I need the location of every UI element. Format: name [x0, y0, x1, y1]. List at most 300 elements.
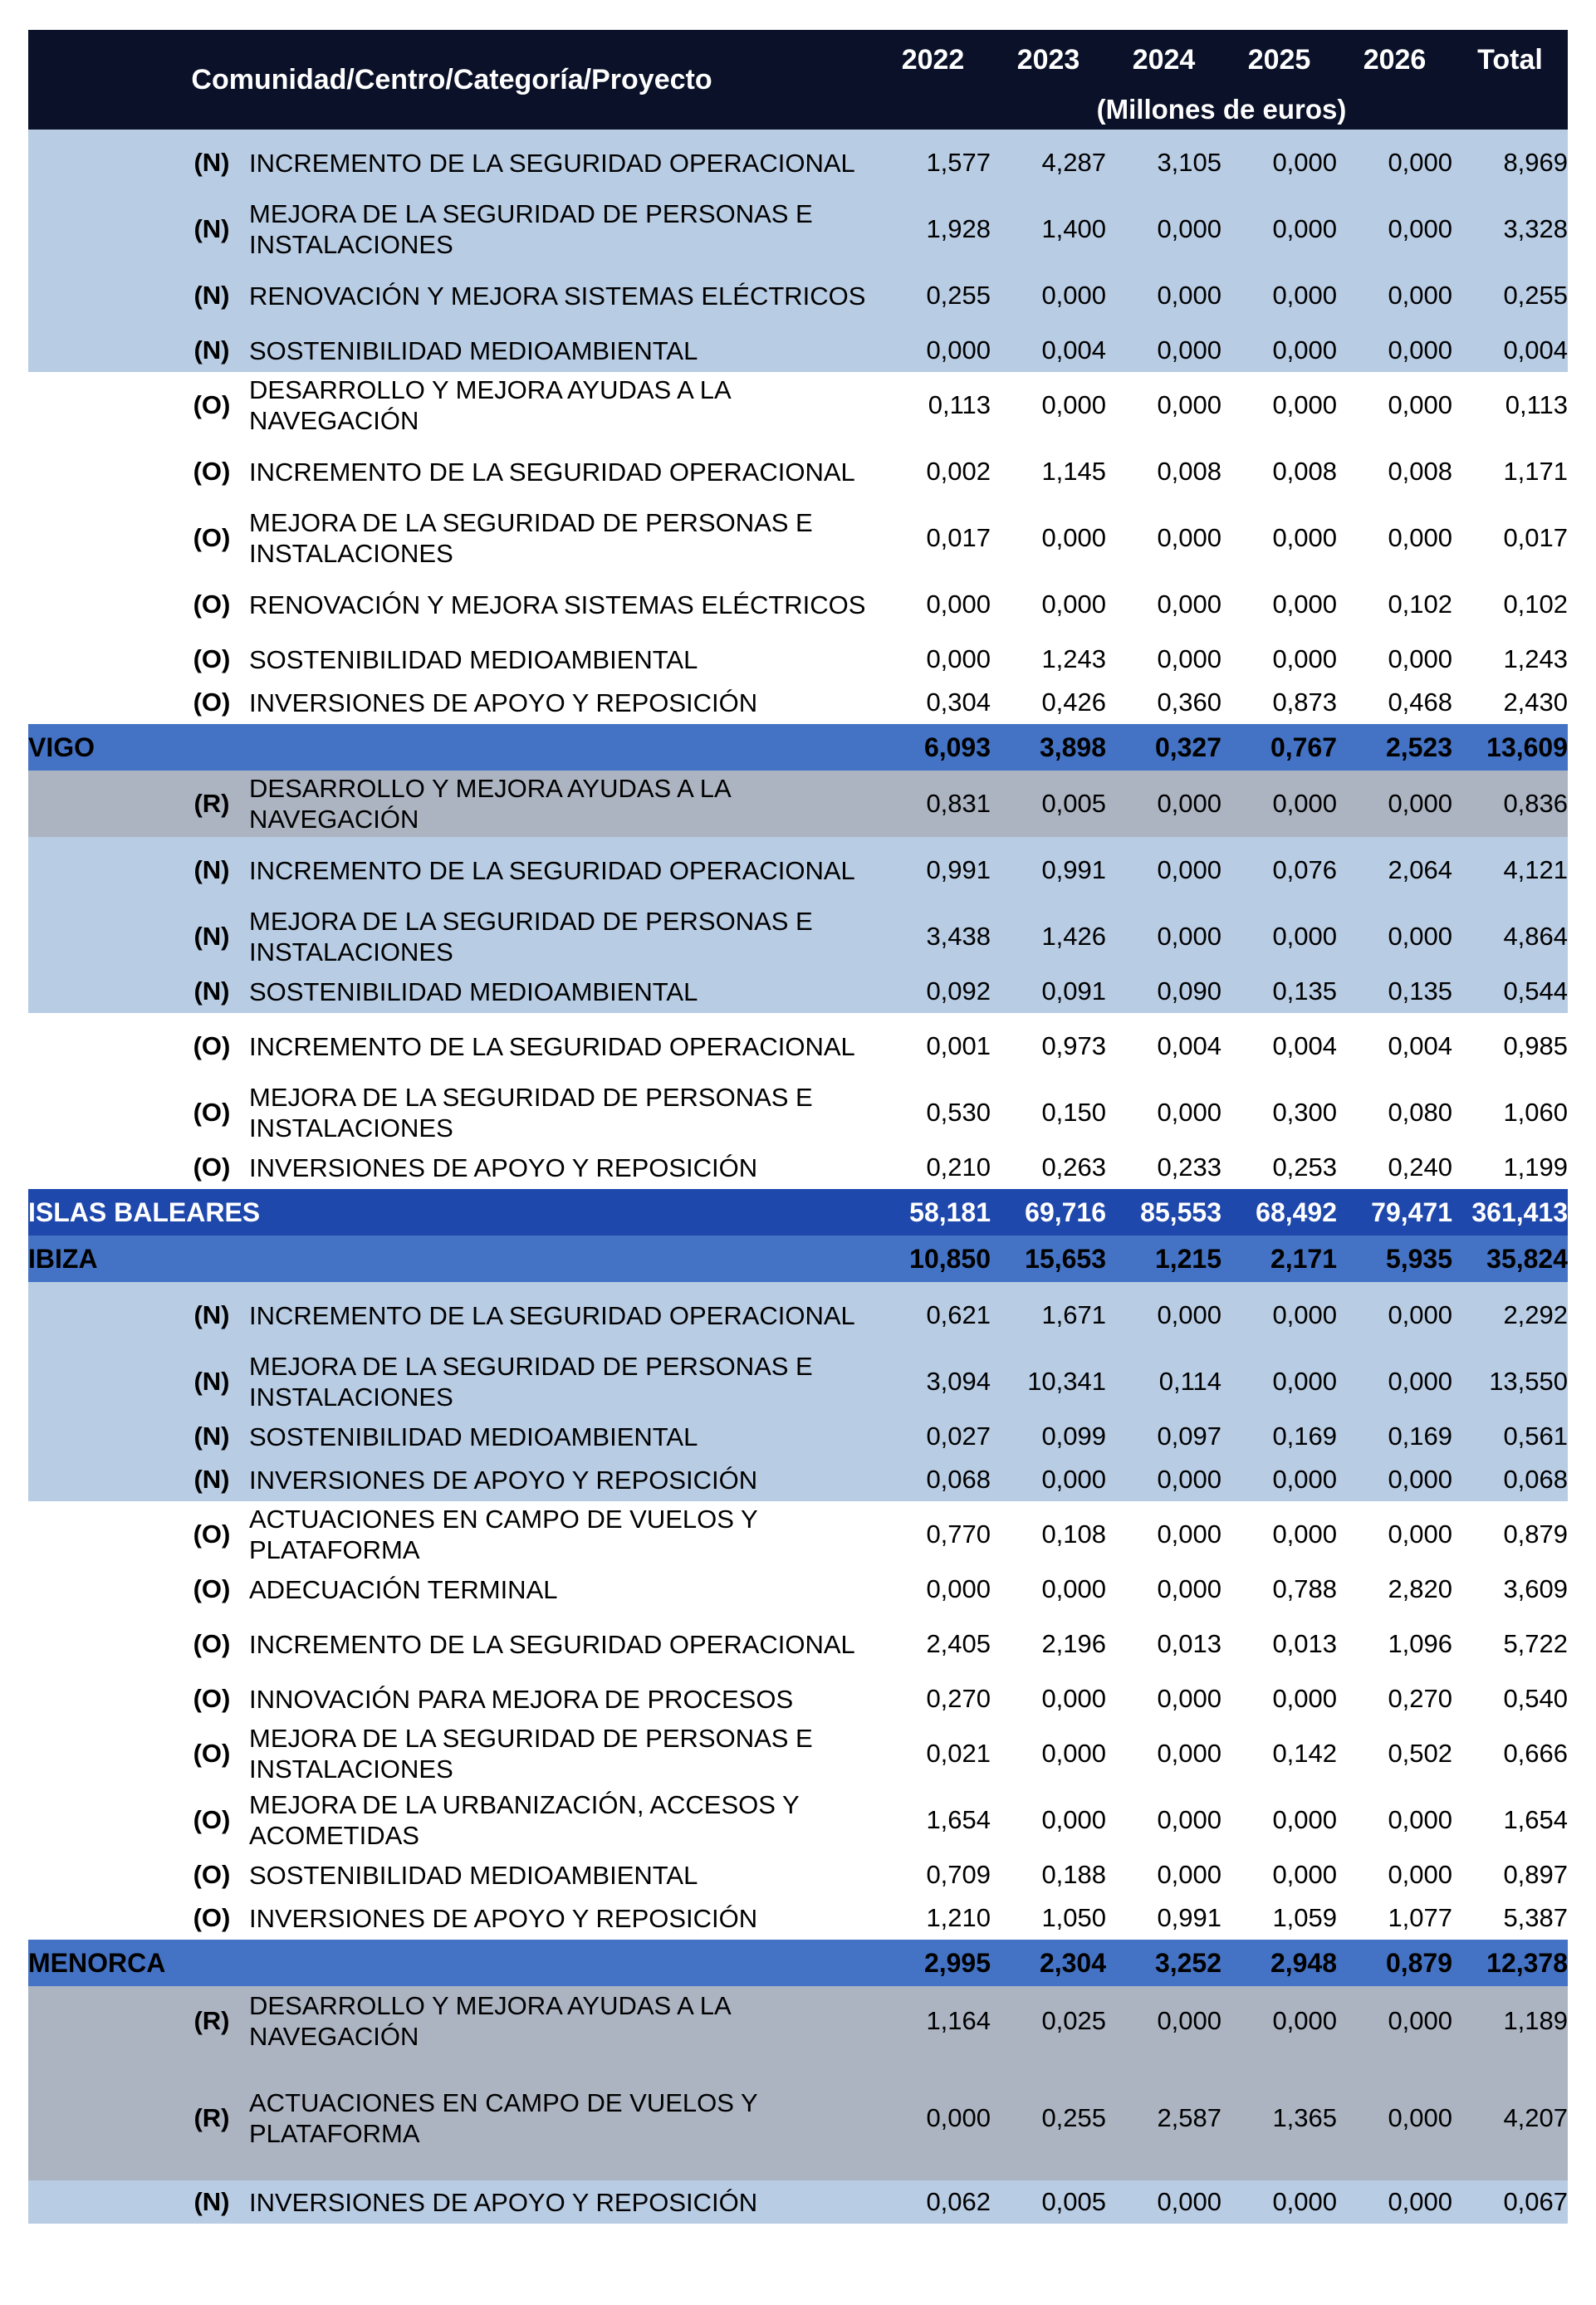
- row-indent: [28, 372, 174, 438]
- value-total: 3,609: [1452, 1568, 1568, 1611]
- value-2026: 0,000: [1337, 505, 1452, 571]
- value-2024: 0,327: [1106, 724, 1221, 771]
- value-total: 1,060: [1452, 1079, 1568, 1146]
- row-indent: [28, 1720, 174, 1787]
- header-year-2025: 2025: [1221, 30, 1337, 90]
- value-2024: 0,004: [1106, 1013, 1221, 1079]
- value-2025: 0,000: [1221, 262, 1337, 329]
- value-2026: 1,096: [1337, 1611, 1452, 1677]
- center-row: [28, 1940, 1568, 1986]
- value-2024: 0,000: [1106, 1282, 1221, 1348]
- project-description: RENOVACIÓN Y MEJORA SISTEMAS ELÉCTRICOS: [249, 262, 875, 329]
- value-2022: 0,770: [875, 1501, 991, 1568]
- project-description: INVERSIONES DE APOYO Y REPOSICIÓN: [249, 1896, 875, 1940]
- value-2023: 0,188: [991, 1853, 1106, 1896]
- value-2022: 0,000: [875, 2056, 991, 2180]
- table-row: [28, 1677, 1568, 1720]
- table-row: [28, 1282, 1568, 1348]
- value-2023: 0,991: [991, 837, 1106, 903]
- value-2024: 0,000: [1106, 1720, 1221, 1787]
- header-year-2022: 2022: [875, 30, 991, 90]
- value-2024: 0,000: [1106, 329, 1221, 372]
- value-2023: 0,099: [991, 1415, 1106, 1458]
- category-code: (O): [174, 1720, 249, 1787]
- project-description: INCREMENTO DE LA SEGURIDAD OPERACIONAL: [249, 1013, 875, 1079]
- value-2024: 0,000: [1106, 638, 1221, 681]
- category-code: (N): [174, 329, 249, 372]
- value-2025: 0,000: [1221, 638, 1337, 681]
- row-indent: [28, 130, 174, 196]
- value-2025: 0,000: [1221, 1787, 1337, 1853]
- value-2025: 2,948: [1221, 1940, 1337, 1986]
- row-indent: [28, 1568, 174, 1611]
- value-2023: 0,255: [991, 2056, 1106, 2180]
- value-2025: 1,365: [1221, 2056, 1337, 2180]
- value-2022: 0,092: [875, 970, 991, 1013]
- value-2023: 3,898: [991, 724, 1106, 771]
- value-2026: 0,000: [1337, 1458, 1452, 1501]
- project-description: INCREMENTO DE LA SEGURIDAD OPERACIONAL: [249, 1611, 875, 1677]
- project-description: ADECUACIÓN TERMINAL: [249, 1568, 875, 1611]
- value-2025: 0,788: [1221, 1568, 1337, 1611]
- value-2022: 0,621: [875, 1282, 991, 1348]
- category-code: (R): [174, 771, 249, 837]
- value-total: 12,378: [1452, 1940, 1568, 1986]
- row-indent: [28, 1282, 174, 1348]
- table-row: [28, 1787, 1568, 1853]
- value-2024: 0,000: [1106, 837, 1221, 903]
- category-code: (O): [174, 505, 249, 571]
- value-2026: 0,008: [1337, 438, 1452, 505]
- center-name: MENORCA: [28, 1940, 875, 1986]
- row-indent: [28, 1348, 174, 1415]
- table-row: [28, 1458, 1568, 1501]
- table-row: [28, 1611, 1568, 1677]
- value-2024: 0,000: [1106, 505, 1221, 571]
- value-2024: 0,000: [1106, 1458, 1221, 1501]
- value-2025: 0,000: [1221, 571, 1337, 638]
- row-indent: [28, 196, 174, 262]
- value-2022: 3,438: [875, 903, 991, 970]
- row-indent: [28, 1853, 174, 1896]
- value-2024: 0,000: [1106, 262, 1221, 329]
- project-description: INNOVACIÓN PARA MEJORA DE PROCESOS: [249, 1677, 875, 1720]
- value-total: 1,189: [1452, 1986, 1568, 2056]
- value-2025: 0,000: [1221, 1853, 1337, 1896]
- value-2026: 0,000: [1337, 262, 1452, 329]
- project-description: MEJORA DE LA URBANIZACIÓN, ACCESOS Y ACOMETIDAS: [249, 1787, 875, 1853]
- row-indent: [28, 771, 174, 837]
- header-total: Total: [1452, 30, 1568, 90]
- value-2023: 1,671: [991, 1282, 1106, 1348]
- table-row: [28, 329, 1568, 372]
- table-body: [28, 130, 1568, 2224]
- value-2022: 2,405: [875, 1611, 991, 1677]
- table-row: [28, 1720, 1568, 1787]
- row-indent: [28, 837, 174, 903]
- category-code: (O): [174, 1896, 249, 1940]
- value-2022: 0,062: [875, 2180, 991, 2224]
- value-2023: 1,426: [991, 903, 1106, 970]
- value-2025: 0,000: [1221, 771, 1337, 837]
- project-description: ACTUACIONES EN CAMPO DE VUELOS Y PLATAFORMA: [249, 2056, 875, 2180]
- row-indent: [28, 1787, 174, 1853]
- value-2026: 0,000: [1337, 196, 1452, 262]
- value-2026: 0,502: [1337, 1720, 1452, 1787]
- value-2026: 0,000: [1337, 1501, 1452, 1568]
- header-label: Comunidad/Centro/Categoría/Proyecto: [28, 30, 875, 130]
- row-indent: [28, 1986, 174, 2056]
- value-total: 3,328: [1452, 196, 1568, 262]
- row-indent: [28, 903, 174, 970]
- value-total: 0,540: [1452, 1677, 1568, 1720]
- header-year-2024: 2024: [1106, 30, 1221, 90]
- value-total: 8,969: [1452, 130, 1568, 196]
- value-total: 0,544: [1452, 970, 1568, 1013]
- value-2023: 1,050: [991, 1896, 1106, 1940]
- value-2025: 0,000: [1221, 196, 1337, 262]
- value-2025: 0,000: [1221, 2180, 1337, 2224]
- header-unit: (Millones de euros): [875, 90, 1568, 130]
- value-2024: 2,587: [1106, 2056, 1221, 2180]
- project-description: INCREMENTO DE LA SEGURIDAD OPERACIONAL: [249, 837, 875, 903]
- value-2022: 0,530: [875, 1079, 991, 1146]
- project-description: SOSTENIBILIDAD MEDIOAMBIENTAL: [249, 638, 875, 681]
- value-2023: 4,287: [991, 130, 1106, 196]
- table-row: [28, 1896, 1568, 1940]
- project-description: ACTUACIONES EN CAMPO DE VUELOS Y PLATAFORMA: [249, 1501, 875, 1568]
- value-total: 1,171: [1452, 438, 1568, 505]
- value-2025: 0,000: [1221, 372, 1337, 438]
- category-code: (O): [174, 1501, 249, 1568]
- row-indent: [28, 1611, 174, 1677]
- table-header: [28, 30, 1568, 130]
- table-row: [28, 1415, 1568, 1458]
- project-description: SOSTENIBILIDAD MEDIOAMBIENTAL: [249, 1853, 875, 1896]
- value-2022: 58,181: [875, 1189, 991, 1236]
- value-2022: 1,164: [875, 1986, 991, 2056]
- project-description: SOSTENIBILIDAD MEDIOAMBIENTAL: [249, 970, 875, 1013]
- value-2023: 0,000: [991, 262, 1106, 329]
- table-row: [28, 970, 1568, 1013]
- project-description: INVERSIONES DE APOYO Y REPOSICIÓN: [249, 681, 875, 724]
- category-code: (O): [174, 1787, 249, 1853]
- header-year-2023: 2023: [991, 30, 1106, 90]
- value-2026: 1,077: [1337, 1896, 1452, 1940]
- value-total: 35,824: [1452, 1236, 1568, 1282]
- table-row: [28, 262, 1568, 329]
- value-2023: 0,004: [991, 329, 1106, 372]
- project-description: MEJORA DE LA SEGURIDAD DE PERSONAS E INSTALACIONES: [249, 1720, 875, 1787]
- project-description: DESARROLLO Y MEJORA AYUDAS A LA NAVEGACIÓN: [249, 372, 875, 438]
- value-2026: 2,523: [1337, 724, 1452, 771]
- value-total: 2,430: [1452, 681, 1568, 724]
- value-2026: 0,004: [1337, 1013, 1452, 1079]
- value-2022: 0,210: [875, 1146, 991, 1189]
- table-row: [28, 1079, 1568, 1146]
- value-2025: 0,000: [1221, 130, 1337, 196]
- value-2023: 69,716: [991, 1189, 1106, 1236]
- value-total: 13,550: [1452, 1348, 1568, 1415]
- value-2023: 0,000: [991, 372, 1106, 438]
- value-2024: 0,233: [1106, 1146, 1221, 1189]
- value-total: 13,609: [1452, 724, 1568, 771]
- community-name: ISLAS BALEARES: [28, 1189, 875, 1236]
- value-total: 0,897: [1452, 1853, 1568, 1896]
- project-description: RENOVACIÓN Y MEJORA SISTEMAS ELÉCTRICOS: [249, 571, 875, 638]
- value-2024: 0,000: [1106, 1986, 1221, 2056]
- value-2024: 0,000: [1106, 903, 1221, 970]
- value-2023: 15,653: [991, 1236, 1106, 1282]
- table-row: [28, 1986, 1568, 2056]
- value-2024: 0,000: [1106, 571, 1221, 638]
- value-2023: 10,341: [991, 1348, 1106, 1415]
- value-total: 4,121: [1452, 837, 1568, 903]
- value-2025: 0,873: [1221, 681, 1337, 724]
- value-2026: 0,468: [1337, 681, 1452, 724]
- value-2025: 0,008: [1221, 438, 1337, 505]
- value-2025: 0,253: [1221, 1146, 1337, 1189]
- value-2022: 1,654: [875, 1787, 991, 1853]
- value-2026: 0,240: [1337, 1146, 1452, 1189]
- project-description: INVERSIONES DE APOYO Y REPOSICIÓN: [249, 1146, 875, 1189]
- row-indent: [28, 1146, 174, 1189]
- value-total: 1,654: [1452, 1787, 1568, 1853]
- value-2023: 0,000: [991, 1458, 1106, 1501]
- project-description: MEJORA DE LA SEGURIDAD DE PERSONAS E INSTALACIONES: [249, 196, 875, 262]
- value-2022: 0,255: [875, 262, 991, 329]
- category-code: (O): [174, 372, 249, 438]
- value-2023: 0,091: [991, 970, 1106, 1013]
- project-description: MEJORA DE LA SEGURIDAD DE PERSONAS E INSTALACIONES: [249, 903, 875, 970]
- value-2024: 0,000: [1106, 1079, 1221, 1146]
- value-2023: 2,304: [991, 1940, 1106, 1986]
- project-description: MEJORA DE LA SEGURIDAD DE PERSONAS E INSTALACIONES: [249, 505, 875, 571]
- category-code: (O): [174, 438, 249, 505]
- category-code: (R): [174, 1986, 249, 2056]
- value-2026: 0,169: [1337, 1415, 1452, 1458]
- value-2025: 2,171: [1221, 1236, 1337, 1282]
- value-2026: 0,000: [1337, 1348, 1452, 1415]
- value-2023: 0,000: [991, 1677, 1106, 1720]
- value-2026: 79,471: [1337, 1189, 1452, 1236]
- value-total: 0,985: [1452, 1013, 1568, 1079]
- value-2025: 0,142: [1221, 1720, 1337, 1787]
- row-indent: [28, 638, 174, 681]
- table-row: [28, 130, 1568, 196]
- value-total: 0,068: [1452, 1458, 1568, 1501]
- value-2022: 0,000: [875, 571, 991, 638]
- value-2026: 0,000: [1337, 1986, 1452, 2056]
- category-code: (N): [174, 1348, 249, 1415]
- value-total: 0,113: [1452, 372, 1568, 438]
- value-2025: 0,135: [1221, 970, 1337, 1013]
- table-row: [28, 571, 1568, 638]
- table-row: [28, 681, 1568, 724]
- category-code: (N): [174, 2180, 249, 2224]
- table-row: [28, 1501, 1568, 1568]
- value-2024: 0,000: [1106, 1853, 1221, 1896]
- category-code: (N): [174, 262, 249, 329]
- value-2026: 2,064: [1337, 837, 1452, 903]
- table-row: [28, 638, 1568, 681]
- value-2024: 0,000: [1106, 1677, 1221, 1720]
- value-2024: 0,013: [1106, 1611, 1221, 1677]
- row-indent: [28, 262, 174, 329]
- value-2024: 3,252: [1106, 1940, 1221, 1986]
- table-row: [28, 1013, 1568, 1079]
- table-row: [28, 505, 1568, 571]
- value-total: 0,017: [1452, 505, 1568, 571]
- category-code: (O): [174, 681, 249, 724]
- value-2023: 0,108: [991, 1501, 1106, 1568]
- value-total: 4,207: [1452, 2056, 1568, 2180]
- value-2022: 0,027: [875, 1415, 991, 1458]
- value-2026: 0,000: [1337, 638, 1452, 681]
- value-2023: 0,000: [991, 1568, 1106, 1611]
- table-row: [28, 1348, 1568, 1415]
- center-name: IBIZA: [28, 1236, 875, 1282]
- project-description: SOSTENIBILIDAD MEDIOAMBIENTAL: [249, 329, 875, 372]
- category-code: (O): [174, 1568, 249, 1611]
- category-code: (O): [174, 1013, 249, 1079]
- value-total: 5,387: [1452, 1896, 1568, 1940]
- category-code: (N): [174, 1458, 249, 1501]
- value-2025: 0,076: [1221, 837, 1337, 903]
- value-2024: 0,000: [1106, 771, 1221, 837]
- value-total: 0,067: [1452, 2180, 1568, 2224]
- category-code: (N): [174, 130, 249, 196]
- value-total: 0,102: [1452, 571, 1568, 638]
- value-2024: 0,008: [1106, 438, 1221, 505]
- row-indent: [28, 1458, 174, 1501]
- value-2022: 0,304: [875, 681, 991, 724]
- row-indent: [28, 438, 174, 505]
- value-2026: 2,820: [1337, 1568, 1452, 1611]
- value-2023: 0,025: [991, 1986, 1106, 2056]
- center-name: VIGO: [28, 724, 875, 771]
- value-2022: 0,002: [875, 438, 991, 505]
- value-2022: 0,709: [875, 1853, 991, 1896]
- value-2026: 0,080: [1337, 1079, 1452, 1146]
- category-code: (N): [174, 196, 249, 262]
- value-2022: 0,001: [875, 1013, 991, 1079]
- value-2022: 0,000: [875, 329, 991, 372]
- category-code: (O): [174, 1853, 249, 1896]
- value-2022: 6,093: [875, 724, 991, 771]
- value-2023: 0,000: [991, 1787, 1106, 1853]
- value-2023: 0,150: [991, 1079, 1106, 1146]
- value-2023: 0,005: [991, 2180, 1106, 2224]
- value-2025: 0,000: [1221, 1282, 1337, 1348]
- value-2025: 0,000: [1221, 1677, 1337, 1720]
- project-description: DESARROLLO Y MEJORA AYUDAS A LA NAVEGACIÓN: [249, 771, 875, 837]
- value-total: 0,666: [1452, 1720, 1568, 1787]
- value-2025: 0,300: [1221, 1079, 1337, 1146]
- value-2022: 1,577: [875, 130, 991, 196]
- value-2024: 0,097: [1106, 1415, 1221, 1458]
- project-description: SOSTENIBILIDAD MEDIOAMBIENTAL: [249, 1415, 875, 1458]
- value-2022: 0,270: [875, 1677, 991, 1720]
- value-2023: 0,000: [991, 1720, 1106, 1787]
- value-total: 0,879: [1452, 1501, 1568, 1568]
- value-2026: 0,000: [1337, 903, 1452, 970]
- table-row: [28, 903, 1568, 970]
- value-total: 0,004: [1452, 329, 1568, 372]
- value-2026: 0,000: [1337, 771, 1452, 837]
- value-2026: 0,000: [1337, 1282, 1452, 1348]
- value-2024: 0,114: [1106, 1348, 1221, 1415]
- project-description: MEJORA DE LA SEGURIDAD DE PERSONAS E INSTALACIONES: [249, 1079, 875, 1146]
- value-2026: 0,000: [1337, 130, 1452, 196]
- value-2024: 0,000: [1106, 2180, 1221, 2224]
- table-row: [28, 2056, 1568, 2180]
- category-code: (O): [174, 1677, 249, 1720]
- category-code: (O): [174, 1146, 249, 1189]
- value-total: 1,243: [1452, 638, 1568, 681]
- value-total: 361,413: [1452, 1189, 1568, 1236]
- value-2025: 1,059: [1221, 1896, 1337, 1940]
- value-2022: 0,017: [875, 505, 991, 571]
- row-indent: [28, 329, 174, 372]
- value-2025: 68,492: [1221, 1189, 1337, 1236]
- value-2026: 0,000: [1337, 1853, 1452, 1896]
- project-description: MEJORA DE LA SEGURIDAD DE PERSONAS E INSTALACIONES: [249, 1348, 875, 1415]
- table-row: [28, 1853, 1568, 1896]
- project-description: INCREMENTO DE LA SEGURIDAD OPERACIONAL: [249, 1282, 875, 1348]
- category-code: (O): [174, 571, 249, 638]
- category-code: (N): [174, 837, 249, 903]
- row-indent: [28, 2180, 174, 2224]
- value-2025: 0,000: [1221, 1348, 1337, 1415]
- value-2025: 0,000: [1221, 505, 1337, 571]
- value-2022: 0,000: [875, 638, 991, 681]
- value-2026: 0,000: [1337, 329, 1452, 372]
- value-total: 1,199: [1452, 1146, 1568, 1189]
- value-total: 4,864: [1452, 903, 1568, 970]
- value-2023: 1,145: [991, 438, 1106, 505]
- value-2022: 2,995: [875, 1940, 991, 1986]
- value-2026: 0,000: [1337, 2056, 1452, 2180]
- value-2026: 0,879: [1337, 1940, 1452, 1986]
- row-indent: [28, 2056, 174, 2180]
- value-2026: 5,935: [1337, 1236, 1452, 1282]
- value-2025: 0,000: [1221, 1501, 1337, 1568]
- table-row: [28, 1146, 1568, 1189]
- center-row: [28, 1236, 1568, 1282]
- community-row: [28, 1189, 1568, 1236]
- value-2023: 1,400: [991, 196, 1106, 262]
- table-row: [28, 372, 1568, 438]
- row-indent: [28, 1896, 174, 1940]
- value-2026: 0,000: [1337, 1787, 1452, 1853]
- value-2022: 0,831: [875, 771, 991, 837]
- center-row: [28, 724, 1568, 771]
- table-row: [28, 837, 1568, 903]
- value-2025: 0,000: [1221, 329, 1337, 372]
- value-2023: 0,000: [991, 571, 1106, 638]
- value-2022: 3,094: [875, 1348, 991, 1415]
- value-2026: 0,000: [1337, 372, 1452, 438]
- header-year-2026: 2026: [1337, 30, 1452, 90]
- category-code: (R): [174, 2056, 249, 2180]
- value-2022: 0,000: [875, 1568, 991, 1611]
- row-indent: [28, 571, 174, 638]
- table-row: [28, 196, 1568, 262]
- row-indent: [28, 505, 174, 571]
- row-indent: [28, 1013, 174, 1079]
- investment-table: [28, 30, 1568, 2224]
